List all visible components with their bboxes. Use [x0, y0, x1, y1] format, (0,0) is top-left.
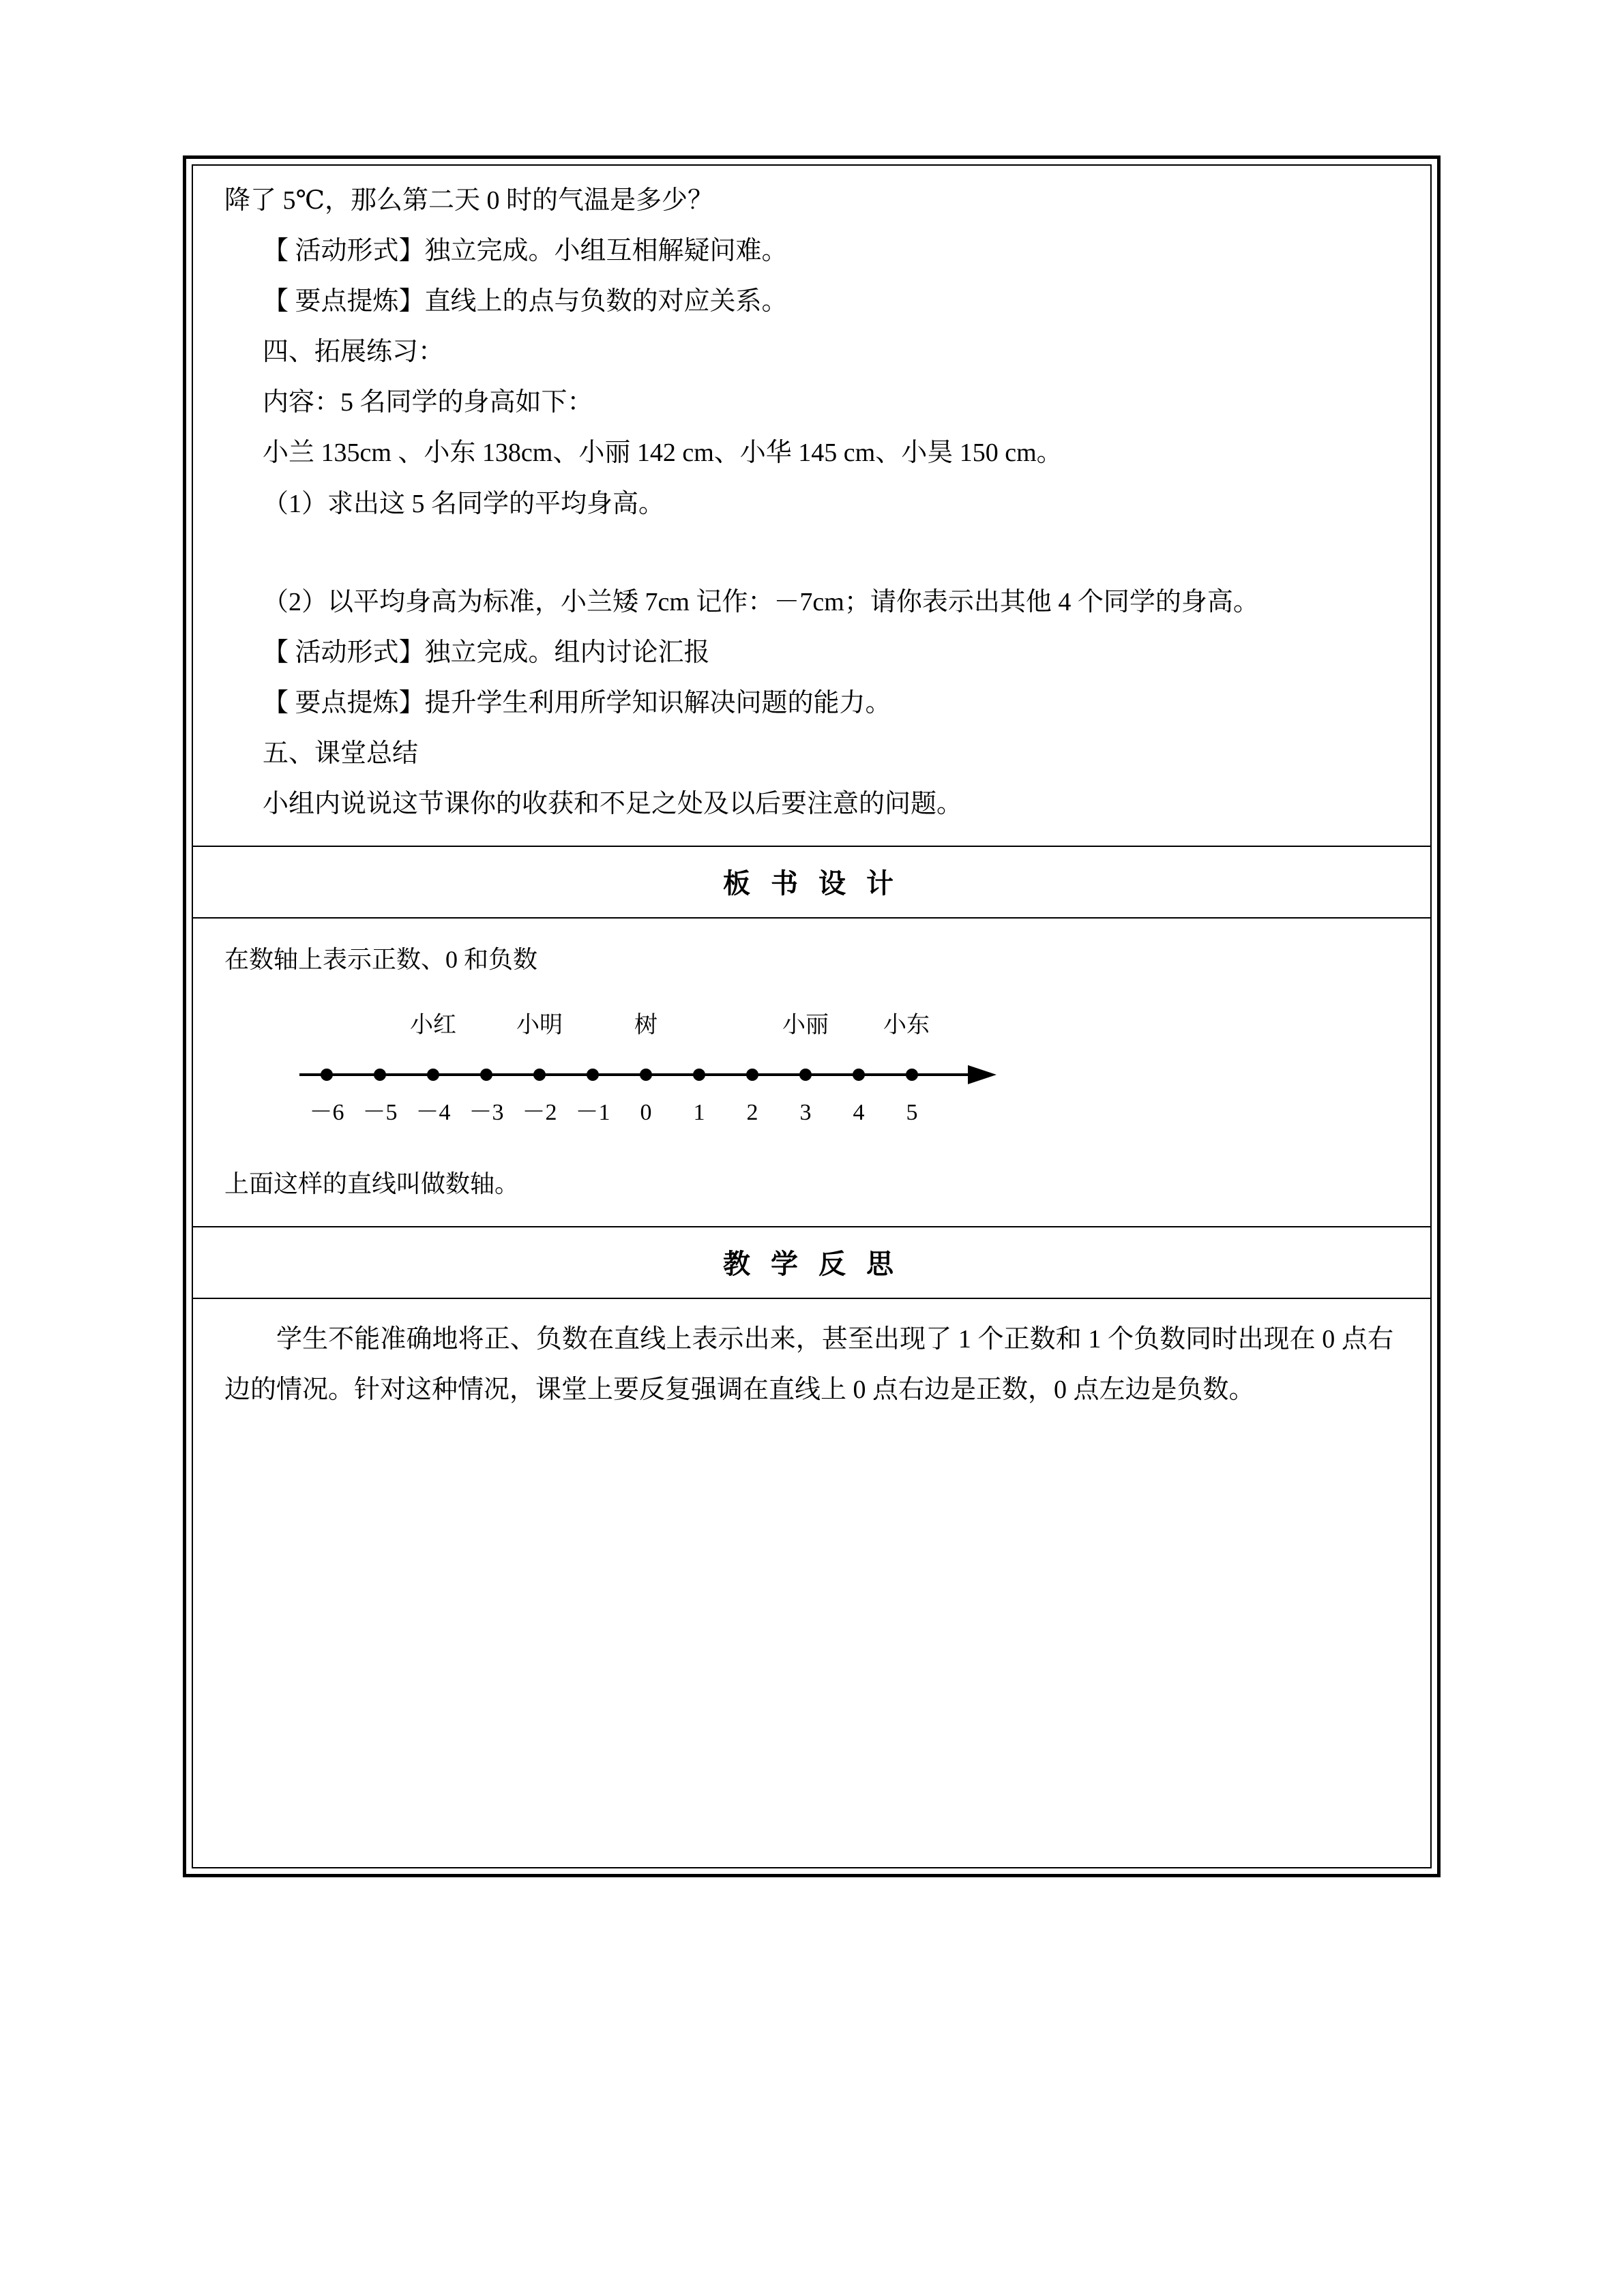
number-line-svg [224, 1000, 1179, 1157]
blackboard-line-2: 上面这样的直线叫做数轴。 [224, 1169, 520, 1197]
activity-form-1: 【 活动形式】独立完成。小组互相解疑问难。 [263, 237, 788, 266]
blackboard-title: 板 书 设 计 [723, 868, 900, 899]
answer-space [224, 529, 1396, 577]
key-points-1: 【 要点提炼】直线上的点与负数的对应关系。 [263, 287, 788, 316]
number-line-figure [224, 1000, 1399, 1157]
document-frame [183, 155, 1441, 1877]
content-label: 内容：5 名同学的身高如下： [263, 388, 593, 417]
tick-label-6: 0 [640, 1099, 652, 1125]
tick-label-8: 2 [746, 1099, 758, 1125]
summary-text: 小组内说说这节课你的收获和不足之处及以后要注意的问题。 [263, 790, 963, 819]
tick-label-2: －4 [415, 1099, 451, 1125]
tick-label-0: －6 [309, 1099, 344, 1125]
reflection-content-row [193, 1299, 1430, 1442]
tick-label-10: 4 [853, 1099, 865, 1125]
name-label-4: 小东 [883, 1012, 930, 1038]
activity-form-2: 【 活动形式】独立完成。组内讨论汇报 [263, 638, 710, 667]
name-label-0: 小红 [410, 1012, 456, 1038]
name-label-2: 树 [634, 1012, 658, 1038]
name-label-1: 小明 [516, 1012, 563, 1038]
tick-label-11: 5 [906, 1099, 918, 1125]
tick-label-9: 3 [799, 1099, 812, 1125]
section-five-heading: 五、课堂总结 [263, 739, 419, 768]
blackboard-content-cell [193, 919, 1430, 1226]
section-four-heading: 四、拓展练习： [263, 338, 445, 367]
document-inner-border [192, 164, 1432, 1868]
tick-label-4: －2 [522, 1099, 557, 1125]
blackboard-line-1: 在数轴上表示正数、0 和负数 [224, 946, 538, 974]
tick-label-1: －5 [362, 1099, 398, 1125]
blackboard-content-row [193, 919, 1430, 1227]
lesson-body-row [193, 166, 1430, 847]
reflection-title: 教 学 反 思 [723, 1248, 900, 1279]
tick-label-7: 1 [693, 1099, 705, 1125]
heights-list: 小兰 135cm 、小东 138cm、小丽 142 cm、小华 145 cm、小昊 150 cm。 [263, 438, 1063, 468]
reflection-content-cell [193, 1299, 1430, 1442]
line-continuation: 降了 5℃，那么第二天 0 时的气温是多少？ [224, 186, 714, 215]
lesson-body-cell [193, 166, 1430, 846]
tick-label-5: －1 [575, 1099, 610, 1125]
reflection-title-row [193, 1227, 1430, 1299]
reflection-body: 学生不能准确地将正、负数在直线上表示出来，甚至出现了 1 个正数和 1 个负数同时出现在 0 点右边的情况。针对这种情况，课堂上要反复强调在直线上 0 点右边是正数，0 点左边是负数。 [224, 1324, 1393, 1404]
name-label-3: 小丽 [782, 1012, 829, 1038]
tick-label-3: －3 [469, 1099, 504, 1125]
question-1: （1）求出这 5 名同学的平均身高。 [263, 489, 665, 518]
lesson-plan-table [193, 166, 1430, 1442]
question-2: （2）以平均身高为标准，小兰矮 7cm 记作：－7cm；请你表示出其他 4 个同学的身高。 [263, 587, 1259, 616]
blackboard-title-row [193, 847, 1430, 919]
key-points-2: 【 要点提炼】提升学生利用所学知识解决问题的能力。 [263, 688, 891, 717]
